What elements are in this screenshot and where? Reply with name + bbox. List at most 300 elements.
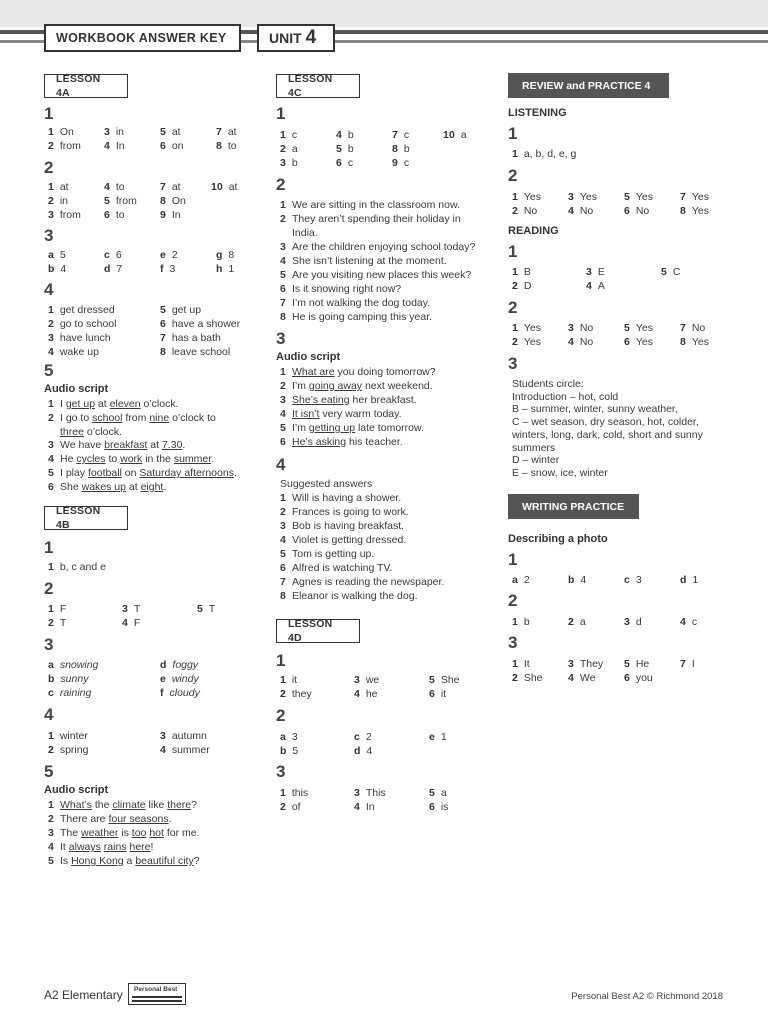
answer-text: I’m not walking the dog today.: [292, 297, 431, 309]
exercise-number: 3: [508, 633, 518, 652]
exercise-number: 2: [508, 166, 518, 185]
answer-num: 2: [280, 380, 286, 392]
answer-num: 7: [392, 129, 398, 141]
answer-text: Is it snowing right now?: [292, 283, 402, 295]
answer-text: This: [365, 787, 386, 799]
underlined-word: What’s: [60, 799, 92, 811]
answer-text: Yes: [523, 322, 541, 334]
answer-item: [568, 657, 603, 671]
answer-num: b: [48, 673, 55, 685]
answer-num: 4: [586, 280, 592, 292]
answer-num: 10: [211, 181, 223, 193]
answer-text: from: [59, 209, 81, 221]
answer-item: [48, 194, 68, 208]
script-line: [280, 393, 417, 407]
answer-item: [280, 800, 301, 814]
script-text: at: [125, 480, 141, 493]
answer-item: [160, 139, 184, 153]
answer-item: [48, 686, 91, 700]
underlined-word: always: [68, 841, 101, 853]
answer-item: [160, 345, 230, 359]
answer-text: Yes: [635, 322, 653, 334]
lesson-4b-tag: LESSON 4B: [44, 506, 128, 530]
answer-text: b: [403, 143, 410, 155]
underlined-word: weather: [81, 827, 119, 839]
answer-item: [336, 128, 354, 142]
answer-text: he: [365, 688, 378, 700]
answer-num: 6: [336, 157, 342, 169]
answer-line: [280, 505, 409, 519]
answer-item: [586, 265, 605, 279]
script-text: I’m: [292, 380, 309, 392]
underlined-word: get up: [65, 398, 96, 410]
answer-num: 4: [568, 672, 574, 684]
answer-item: [160, 729, 207, 743]
answer-text: b: [523, 616, 530, 628]
answer-text: c: [691, 616, 698, 628]
script-text: ?: [193, 855, 200, 867]
answer-line: [280, 268, 471, 282]
answer-text: She isn’t listening at the moment.: [292, 255, 447, 267]
answer-text: No: [579, 336, 594, 348]
answer-item: [354, 673, 379, 687]
answer-item: [512, 265, 531, 279]
answer-item: [680, 190, 709, 204]
script-text: He: [60, 453, 77, 466]
answer-line: [280, 240, 475, 254]
underlined-word: school: [92, 411, 123, 424]
script-text: There are: [60, 813, 109, 825]
script-text: .: [168, 813, 172, 825]
answer-item: [280, 730, 298, 744]
answer-item: [429, 800, 448, 814]
answer-item: [160, 208, 181, 222]
answer-text: 1: [440, 731, 447, 743]
script-text: for me.: [163, 827, 200, 839]
answer-text: Will is having a shower.: [292, 492, 402, 504]
answer-text: 8: [228, 249, 235, 261]
answer-num: 8: [392, 143, 398, 155]
answer-item: [336, 142, 354, 156]
answer-item: [104, 262, 122, 276]
answer-line: [280, 310, 432, 324]
answer-text: He: [635, 658, 650, 670]
answer-item: [568, 335, 593, 349]
answer-item: [160, 303, 201, 317]
answer-text: Yes: [579, 191, 597, 203]
answer-num: 1: [48, 181, 54, 193]
answer-text: No: [635, 205, 650, 217]
answer-item: [568, 190, 597, 204]
answer-text: to: [115, 209, 125, 221]
answer-num: 6: [429, 801, 435, 813]
answer-item: [661, 265, 680, 279]
answer-num: c: [104, 249, 110, 261]
answer-num: 1: [48, 730, 54, 742]
reading-answer-line: Introduction – hot, cold: [512, 390, 619, 403]
answer-num: 1: [280, 366, 286, 378]
answer-item: [211, 180, 237, 194]
answer-num: 3: [48, 439, 54, 452]
answer-num: 1: [48, 126, 54, 138]
answer-item: [122, 616, 140, 630]
underlined-word: going away: [308, 380, 363, 392]
answer-text: a, b, d, e, g: [523, 148, 577, 160]
script-text: I’m: [292, 422, 309, 434]
underlined-word: three: [60, 425, 84, 438]
exercise-number: 2: [44, 579, 54, 598]
answer-line: [280, 226, 318, 240]
answer-text: 2: [523, 574, 530, 586]
script-line: [48, 854, 200, 868]
exercise-number: 2: [508, 298, 518, 317]
answer-num: 1: [512, 148, 518, 160]
answer-text: It: [523, 658, 530, 670]
answer-num: 5: [624, 191, 630, 203]
answer-item: [48, 743, 88, 757]
underlined-word: four seasons: [108, 813, 169, 825]
answer-num: d: [160, 659, 167, 671]
answer-num: 1: [48, 398, 54, 410]
answer-num: 1: [280, 199, 286, 211]
exercise-number: 5: [44, 361, 54, 380]
answer-num: 2: [280, 801, 286, 813]
answer-item: [680, 321, 705, 335]
exercise-number: 4: [276, 455, 286, 474]
answer-num: 6: [280, 562, 286, 574]
answer-num: f: [160, 263, 164, 275]
answer-num: 1: [280, 674, 286, 686]
answer-item: [429, 673, 460, 687]
answer-num: 3: [280, 241, 286, 253]
answer-text: c: [403, 157, 410, 169]
answer-text: They: [579, 658, 604, 670]
answer-item: [624, 204, 649, 218]
answer-num: 4: [568, 336, 574, 348]
answer-num: c: [624, 574, 630, 586]
script-text: Is: [60, 855, 72, 867]
script-text: in the: [142, 453, 174, 466]
answer-item: [568, 573, 586, 587]
answer-item: [122, 602, 140, 616]
answer-text: T: [208, 603, 216, 615]
underlined-word: breakfast: [104, 439, 148, 452]
answer-text: Violet is getting dressed.: [292, 534, 407, 546]
answer-line: [280, 491, 401, 505]
answer-text: 4: [366, 745, 373, 757]
script-line: [48, 452, 214, 466]
answer-item: [48, 317, 116, 331]
underlined-word: What are: [292, 366, 335, 378]
answer-item: [48, 729, 88, 743]
script-line: [280, 435, 403, 449]
answer-text: We: [579, 672, 596, 684]
answer-text: this: [291, 787, 309, 799]
underlined-word: getting up: [308, 422, 356, 434]
answer-num: 3: [280, 394, 286, 406]
underlined-word: summer: [173, 453, 212, 466]
underlined-word: beautiful city: [135, 855, 194, 867]
script-text: ?: [191, 799, 197, 811]
answer-num: 7: [160, 332, 166, 344]
answer-num: 3: [280, 157, 286, 169]
answer-num: d: [680, 574, 687, 586]
answer-text: Yes: [523, 191, 541, 203]
answer-num: 6: [280, 436, 286, 448]
answer-item: [512, 573, 530, 587]
answer-item: [48, 180, 69, 194]
answer-text: get up: [171, 304, 202, 316]
level-label: A2 Elementary: [44, 988, 123, 1002]
answer-text: we: [365, 674, 380, 686]
script-text: to: [105, 453, 121, 466]
exercise-number: 1: [508, 124, 518, 143]
answer-text: She: [523, 672, 543, 684]
answer-text: autumn: [171, 730, 207, 742]
answer-text: at: [171, 181, 181, 193]
answer-text: No: [579, 322, 594, 334]
answer-num: 1: [48, 561, 54, 573]
answer-text: She: [440, 674, 460, 686]
answer-text: a: [440, 787, 447, 799]
answer-text: Yes: [635, 191, 653, 203]
exercise-number: 1: [44, 538, 54, 557]
exercise-number: 1: [44, 104, 54, 123]
underlined-word: eight: [140, 480, 164, 493]
script-text: you doing tomorrow?: [334, 366, 436, 378]
script-line: [48, 840, 153, 854]
answer-num: 3: [104, 126, 110, 138]
answer-text: 3: [635, 574, 642, 586]
answer-text: 5: [59, 249, 66, 261]
exercise-number: 1: [276, 651, 286, 670]
reading-answer-line: D – winter: [512, 454, 560, 467]
reading-answer-line: B – summer, winter, sunny weather,: [512, 403, 678, 416]
answer-item: [354, 687, 378, 701]
answer-num: 5: [160, 304, 166, 316]
answer-text: On: [59, 126, 74, 138]
underlined-word: here: [129, 841, 151, 853]
script-text: I play: [60, 467, 89, 479]
answer-item: [624, 615, 642, 629]
answer-text: 4: [580, 574, 587, 586]
answer-item: [680, 657, 695, 671]
answer-num: 2: [48, 813, 54, 825]
answer-num: 6: [624, 336, 630, 348]
answer-num: 8: [680, 336, 686, 348]
answer-text: on: [171, 140, 184, 152]
exercise-number: 2: [276, 706, 286, 725]
answer-line: [280, 212, 461, 226]
answer-item: [336, 156, 353, 170]
script-text: I: [60, 398, 66, 410]
answer-text: India.: [292, 227, 318, 239]
answer-item: [48, 208, 81, 222]
answer-text: A: [597, 280, 605, 292]
answer-text: at: [171, 126, 181, 138]
answer-item: [160, 672, 199, 686]
script-line: [48, 798, 197, 812]
answer-item: [280, 673, 297, 687]
script-line: [280, 421, 424, 435]
answer-num: 8: [160, 346, 166, 358]
answer-item: [392, 156, 409, 170]
answer-num: 8: [216, 140, 222, 152]
answer-item: [104, 248, 122, 262]
script-line: [48, 480, 166, 494]
answer-item: [197, 602, 215, 616]
answer-num: 5: [280, 269, 286, 281]
answer-line: [280, 575, 444, 589]
underlined-word: climate: [112, 799, 146, 811]
exercise-number: 4: [44, 705, 54, 724]
script-line: [48, 466, 237, 480]
answer-text: Bob is having breakfast.: [292, 520, 405, 532]
answer-text: 6: [115, 249, 122, 261]
answer-item: [280, 687, 312, 701]
answer-text: windy: [171, 673, 199, 685]
exercise-number: 4: [44, 280, 54, 299]
answer-item: [48, 672, 88, 686]
answer-num: e: [429, 731, 435, 743]
answer-item: [48, 560, 106, 574]
answer-text: they: [291, 688, 312, 700]
answer-num: b: [568, 574, 575, 586]
answer-num: 1: [280, 492, 286, 504]
answer-text: Frances is going to work.: [292, 506, 409, 518]
answer-text: 1: [228, 263, 235, 275]
answer-text: go to school: [59, 318, 117, 330]
script-line: [48, 826, 200, 840]
describing-photo-label: Describing a photo: [508, 533, 608, 545]
answer-num: 5: [661, 266, 667, 278]
answer-num: 5: [48, 855, 54, 867]
answer-num: 6: [429, 688, 435, 700]
underlined-word: football: [88, 467, 122, 479]
reading-answer-line: E – snow, ice, winter: [512, 466, 608, 479]
answer-item: [160, 125, 181, 139]
answer-num: 3: [568, 658, 574, 670]
answer-num: 5: [429, 787, 435, 799]
answer-text: T: [59, 617, 67, 629]
answer-num: 7: [216, 126, 222, 138]
answer-item: [680, 615, 697, 629]
answer-text: 7: [116, 263, 123, 275]
answer-num: 2: [48, 744, 54, 756]
answer-text: to: [227, 140, 237, 152]
script-text: .: [233, 467, 237, 479]
answer-text: c: [291, 129, 298, 141]
script-text: I go to: [60, 411, 93, 424]
answer-item: [104, 194, 137, 208]
answer-item: [48, 248, 66, 262]
answer-text: is: [440, 801, 449, 813]
answer-num: 5: [624, 658, 630, 670]
script-line: [48, 397, 179, 411]
answer-num: g: [216, 249, 223, 261]
answer-line: [280, 282, 401, 296]
answer-num: 4: [280, 408, 286, 420]
answer-text: snowing: [59, 659, 99, 671]
answer-num: h: [216, 263, 223, 275]
answer-item: [624, 190, 653, 204]
answer-num: 1: [48, 799, 54, 811]
lesson-4d-tag: LESSON 4D: [276, 619, 360, 643]
exercise-number: 3: [44, 226, 54, 245]
answer-text: d: [635, 616, 642, 628]
answer-num: 1: [512, 191, 518, 203]
answer-num: 3: [160, 730, 166, 742]
answer-item: [512, 671, 543, 685]
script-line: [48, 411, 216, 425]
script-text: o’clock.: [83, 425, 122, 438]
answer-item: [624, 671, 653, 685]
answer-text: F: [59, 603, 67, 615]
underlined-word: eleven: [109, 398, 141, 410]
answer-text: b, c and e: [59, 561, 106, 573]
script-line: [280, 407, 402, 421]
reading-answer-line: summers: [512, 441, 556, 454]
exercise-number: 2: [276, 175, 286, 194]
answer-text: They aren’t spending their holiday in: [292, 213, 461, 225]
answer-item: [48, 262, 66, 276]
script-text: a: [123, 855, 136, 867]
answer-num: 1: [512, 616, 518, 628]
lesson-4c-tag: LESSON 4C: [276, 74, 360, 98]
answer-item: [354, 800, 375, 814]
answer-item: [48, 616, 66, 630]
reading-label: READING: [508, 225, 559, 237]
answer-num: d: [104, 263, 111, 275]
answer-text: b: [291, 157, 298, 169]
answer-item: [48, 303, 115, 317]
answer-text: He is going camping this year.: [292, 311, 433, 323]
answer-num: 1: [512, 266, 518, 278]
answer-text: 5: [292, 745, 299, 757]
answer-text: c: [347, 157, 354, 169]
answer-text: E: [597, 266, 605, 278]
answer-num: 2: [280, 506, 286, 518]
answer-num: 1: [48, 304, 54, 316]
answer-item: [48, 331, 111, 345]
answer-num: f: [160, 687, 164, 699]
answer-num: 6: [104, 209, 110, 221]
answer-text: 2: [365, 731, 372, 743]
answer-num: b: [48, 263, 55, 275]
answer-num: 6: [160, 140, 166, 152]
answer-text: you: [635, 672, 653, 684]
script-text: o’clock.: [140, 398, 179, 410]
answer-num: 3: [586, 266, 592, 278]
answer-item: [216, 125, 237, 139]
answer-text: Yes: [635, 336, 653, 348]
answer-item: [568, 204, 593, 218]
answer-text: it: [440, 688, 447, 700]
script-text: her breakfast.: [349, 394, 417, 406]
answer-item: [512, 147, 576, 161]
answer-num: 5: [197, 603, 203, 615]
script-text: at: [95, 398, 110, 410]
answer-line: [280, 589, 418, 603]
audio-script-label: Audio script: [276, 351, 341, 363]
answer-num: 7: [680, 322, 686, 334]
script-text: is: [118, 827, 132, 839]
answer-text: I: [691, 658, 695, 670]
answer-item: [443, 128, 467, 142]
answer-num: 5: [624, 322, 630, 334]
answer-text: No: [691, 322, 706, 334]
answer-item: [160, 262, 175, 276]
